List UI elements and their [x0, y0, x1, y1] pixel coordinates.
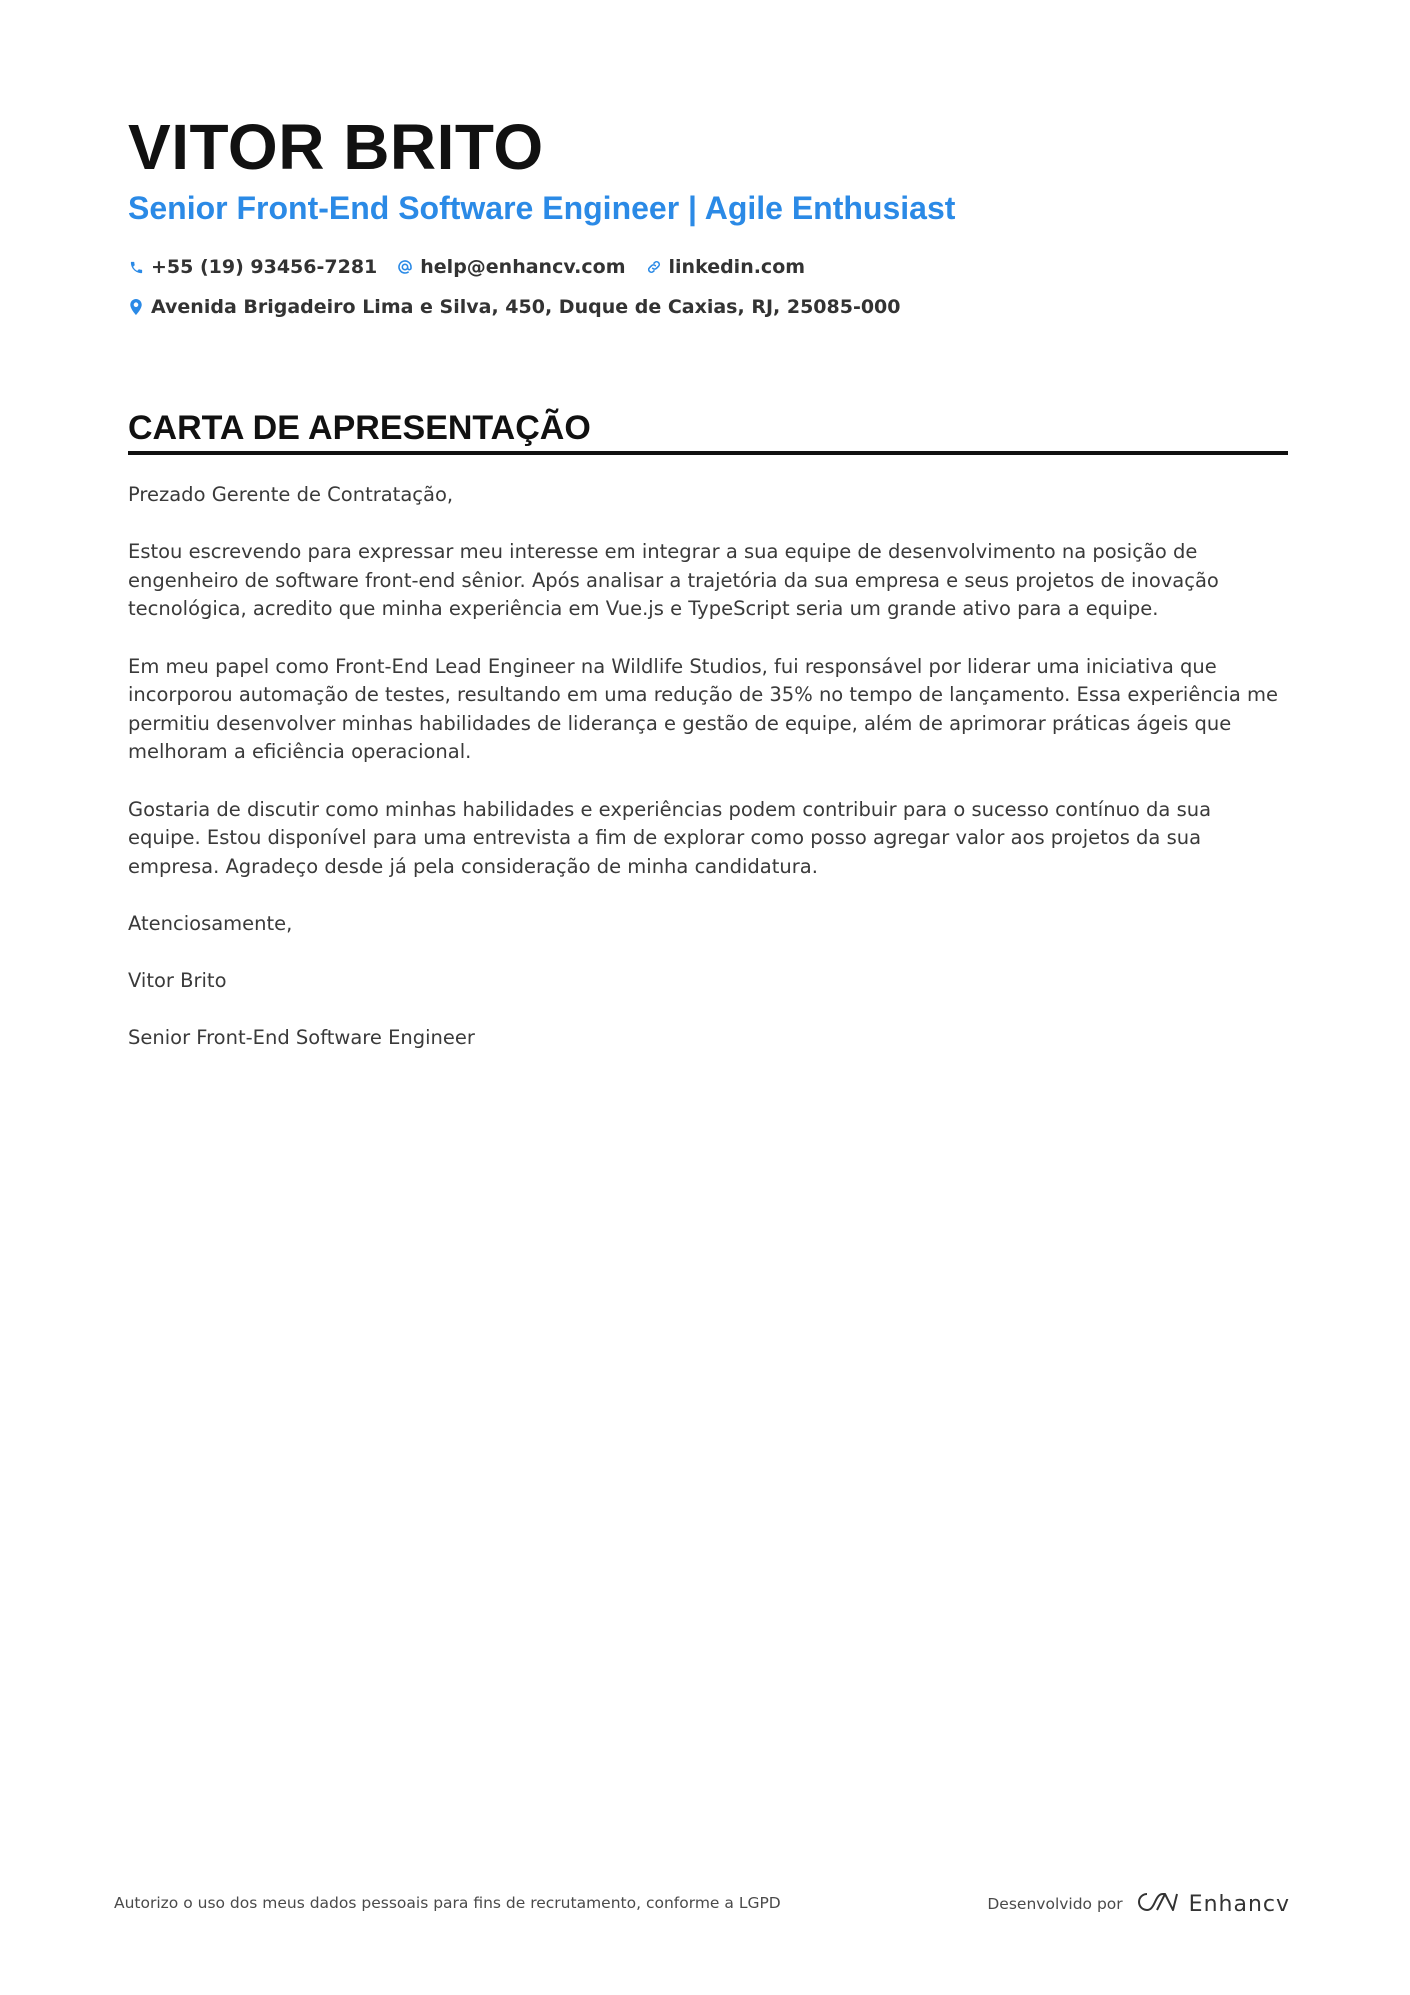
email-link[interactable]: help@enhancv.com [420, 256, 626, 278]
header [128, 108, 1288, 322]
address-text: Avenida Brigadeiro Lima e Silva, 450, Duque de Caxias, RJ, 25085-000 [151, 296, 901, 318]
section-divider [128, 451, 1288, 455]
enhancv-logo-icon [1135, 1890, 1179, 1918]
enhancv-wordmark: Enhancv [1188, 1891, 1290, 1917]
cover-letter-section [128, 405, 1288, 1081]
link-icon [646, 259, 662, 275]
phone-icon [128, 259, 144, 275]
phone-text: +55 (19) 93456-7281 [151, 256, 378, 278]
at-icon [397, 259, 413, 275]
letter-greeting: Prezado Gerente de Contratação, [128, 483, 454, 506]
lgpd-consent-text: Autorizo o uso dos meus dados pessoais para fins de recrutamento, conforme a LGPD [114, 1894, 781, 1912]
contact-address [128, 296, 901, 318]
powered-by[interactable] [987, 1890, 1290, 1918]
letter-paragraph: Em meu papel como Front-End Lead Engineer na Wildlife Studios, fui responsável por liderar uma iniciativa que incorporou automação de testes, resultando em uma redução de 35% no tempo de lançamento. Essa experiência me permitiu desenvolver minhas habilidades de liderança e gestão de equipe, além de aprimorar práticas ágeis que melhoram a eficiência operacional. [128, 654, 1278, 764]
letter-closing: Atenciosamente, [128, 911, 293, 935]
signature-name: Vitor Brito [128, 969, 227, 993]
location-pin-icon [128, 299, 144, 315]
letter-paragraph: Gostaria de discutir como minhas habilidades e experiências podem contribuir para o sucesso contínuo da sua equipe. Estou disponível para uma entrevista a fim de explorar como posso agregar valor aos projetos da sua empresa. Agradeço desde já pela consideração de minha candidatura. [128, 797, 1212, 878]
powered-by-label: Desenvolvido por [987, 1895, 1123, 1913]
enhancv-brand[interactable] [1135, 1890, 1290, 1918]
section-title: CARTA DE APRESENTAÇÃO [128, 409, 591, 447]
contact-phone [128, 256, 377, 278]
candidate-headline: Senior Front-End Software Engineer | Agile Enthusiast [128, 190, 956, 226]
contact-row-primary [128, 252, 1288, 282]
footer [114, 1890, 1290, 1920]
contact-linkedin[interactable] [646, 256, 806, 278]
candidate-name: VITOR BRITO [128, 111, 544, 183]
contact-email[interactable] [397, 256, 625, 278]
letter-paragraph: Estou escrevendo para expressar meu interesse em integrar a sua equipe de desenvolvimento na posição de engenheiro de software front-end sênior. Após analisar a trajetória da sua empresa e seus projetos de inovação tecnológica, acredito que minha experiência em Vue.js e TypeScript seria um grande ativo para a equipe. [128, 540, 1219, 621]
letter-body [128, 481, 1288, 1053]
linkedin-link[interactable]: linkedin.com [668, 256, 806, 278]
contact-row-address [128, 292, 1288, 322]
signature-title: Senior Front-End Software Engineer [128, 1026, 475, 1050]
